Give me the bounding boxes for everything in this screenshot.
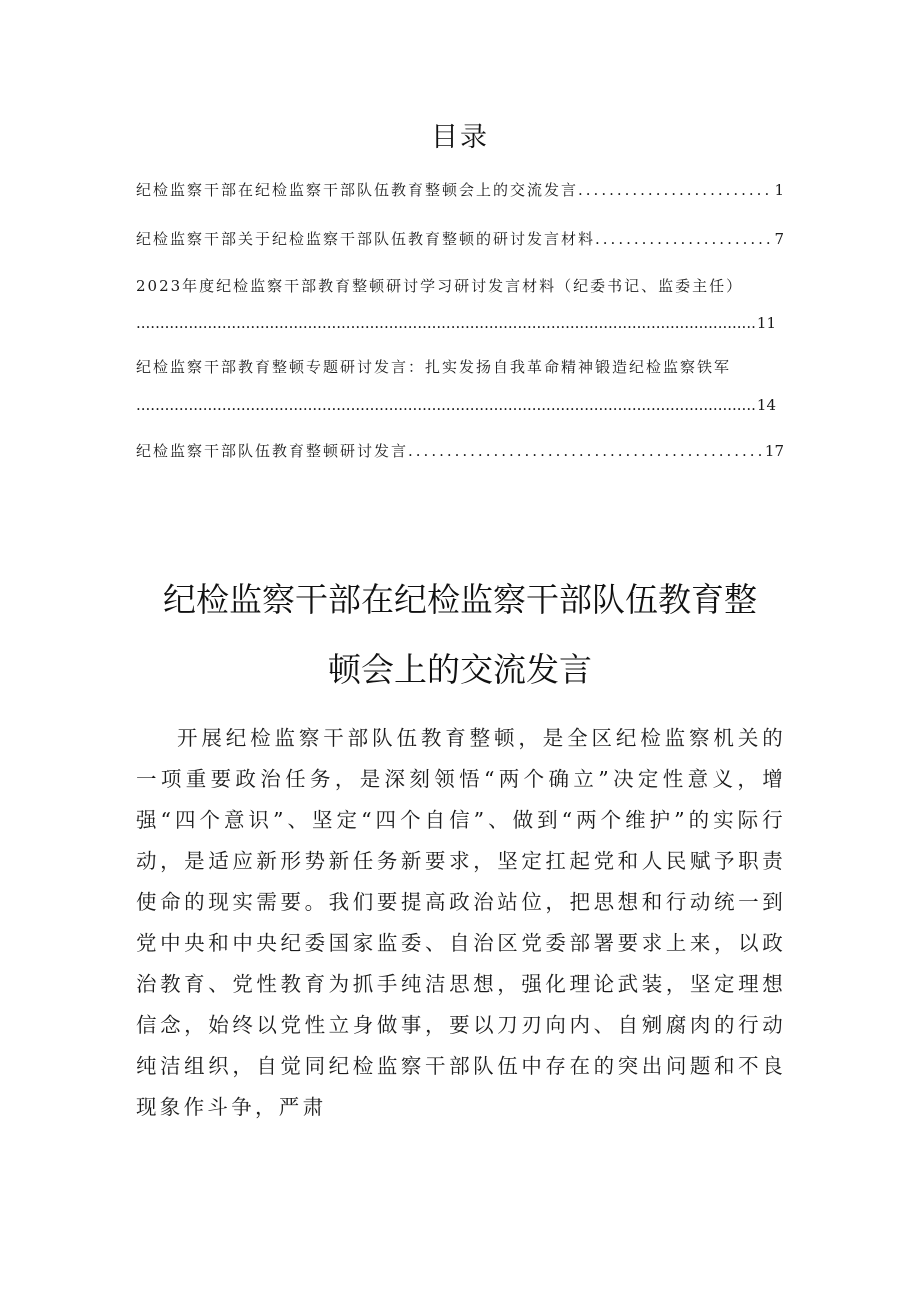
toc-leader bbox=[595, 227, 772, 251]
toc-entry-page: 11 bbox=[756, 314, 776, 332]
toc-entry-page: 14 bbox=[756, 396, 776, 414]
toc-entry-text: 纪检监察干部关于纪检监察干部队伍教育整顿的研讨发言材料 bbox=[136, 230, 596, 248]
toc-entry-text: 纪检监察干部教育整顿专题研讨发言：扎实发扬自我革命精神锻造纪检监察铁军 bbox=[136, 358, 732, 376]
toc-entry-1[interactable] bbox=[136, 178, 784, 202]
toc-entry-5[interactable] bbox=[136, 439, 784, 463]
toc-leader bbox=[136, 393, 755, 417]
toc-entry-text: 2023年度纪检监察干部教育整顿研讨学习研讨发言材料（纪委书记、监委主任） bbox=[136, 277, 744, 295]
toc-entry-page: 17 bbox=[764, 442, 784, 460]
toc-entry-page: 1 bbox=[774, 181, 784, 199]
article-body-paragraph: 开展纪检监察干部队伍教育整顿，是全区纪检监察机关的一项重要政治任务，是深刻领悟“两个确立”决定性意义，增强“四个意识”、坚定“四个自信”、做到“两个维护”的实际行动，是适应新形势新任务新要求，坚定扛起党和人民赋予职责使命的现实需要。我们要提高政治站位，把思想和行动统一到党中央和中央纪委国家监委、自治区党委部署要求上来，以政治教育、党性教育为抓手纯洁思想，强化理论武装，坚定理想信念，始终以党性立身做事，要以刀刃向内、自剜腐肉的行动纯洁组织，自觉同纪检监察干部队伍中存在的突出问题和不良现象作斗争，严肃 bbox=[136, 726, 786, 1119]
toc-entry-text: 纪检监察干部队伍教育整顿研讨发言 bbox=[136, 442, 409, 460]
toc-leader bbox=[408, 439, 763, 463]
toc-leader bbox=[578, 178, 772, 202]
toc-entry-text: 纪检监察干部在纪检监察干部队伍教育整顿会上的交流发言 bbox=[136, 181, 579, 199]
toc-leader bbox=[136, 311, 755, 335]
toc-title: 目录 bbox=[431, 122, 489, 153]
toc-entry-3[interactable] bbox=[136, 274, 784, 298]
toc-entry-4-leader-line[interactable] bbox=[136, 393, 776, 417]
toc-entry-3-leader-line[interactable] bbox=[136, 311, 776, 335]
article-title-line-2: 顿会上的交流发言 bbox=[328, 650, 592, 689]
toc-entry-2[interactable] bbox=[136, 227, 784, 251]
article-title-line-1: 纪检监察干部在纪检监察干部队伍教育整 bbox=[163, 580, 757, 619]
toc-entry-4[interactable] bbox=[136, 355, 784, 379]
toc-entry-page: 7 bbox=[774, 230, 784, 248]
